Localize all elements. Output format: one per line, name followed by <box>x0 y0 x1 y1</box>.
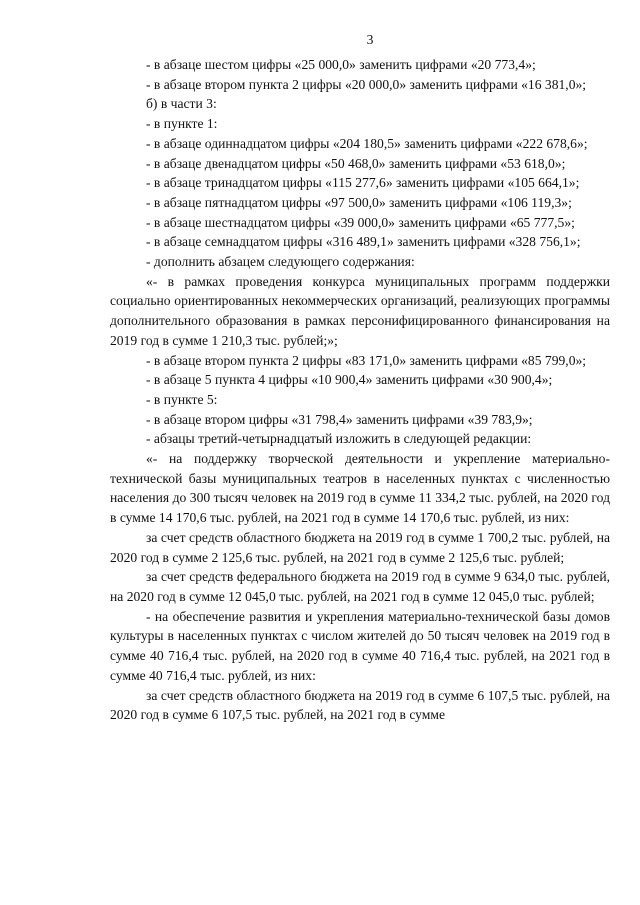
paragraph: - в абзаце втором пункта 2 цифры «83 171,0» заменить цифрами «85 799,0»; <box>146 352 587 368</box>
paragraph: за счет средств федерального бюджета на 2019 год в сумме 9 634,0 тыс. рублей, на 2020 год в сумме 12 045,0 тыс. рублей, на 2021 год в сумме 12 045,0 тыс. рублей; <box>110 569 610 604</box>
paragraph: - в абзаце двенадцатом цифры «50 468,0» заменить цифрами «53 618,0»; <box>146 155 566 171</box>
paragraph: «- на поддержку творческой деятельности и укрепление материально-технической базы муниципальных театров в населенных пунктах с численностью населения до 300 тысяч человек на 2019 год в сумме 11 334,2 тыс. рублей, на 2020 год в сумме 14 170,6 тыс. рублей, на 2021 год в сумме 14 170,6 тыс. рублей, из них: <box>110 451 610 526</box>
paragraph: - дополнить абзацем следующего содержания: <box>146 254 415 270</box>
paragraph: - в пункте 1: <box>146 116 218 132</box>
paragraph: б) в части 3: <box>146 96 217 112</box>
paragraph: «- в рамках проведения конкурса муниципальных программ поддержки социально ориентированных некоммерческих организаций, реализующих программы дополнительного образования в рамках персонифицированного финансирования на 2019 год в сумме 1 210,3 тыс. рублей;»; <box>110 273 610 348</box>
paragraph: - абзацы третий-четырнадцатый изложить в следующей редакции: <box>146 431 532 447</box>
paragraph: - в абзаце семнадцатом цифры «316 489,1» заменить цифрами «328 756,1»; <box>146 234 581 250</box>
paragraph: за счет средств областного бюджета на 2019 год в сумме 6 107,5 тыс. рублей, на 2020 год в сумме 6 107,5 тыс. рублей, на 2021 год в сумме <box>110 687 610 723</box>
paragraph: - в абзаце тринадцатом цифры «115 277,6» заменить цифрами «105 664,1»; <box>146 175 580 191</box>
paragraph: - в абзаце втором пункта 2 цифры «20 000,0» заменить цифрами «16 381,0»; <box>146 76 587 92</box>
paragraph: - в пункте 5: <box>146 391 218 407</box>
paragraph: - в абзаце шестнадцатом цифры «39 000,0» заменить цифрами «65 777,5»; <box>146 214 575 230</box>
paragraph: - в абзаце одиннадцатом цифры «204 180,5» заменить цифрами «222 678,6»; <box>146 135 588 151</box>
paragraph: - в абзаце втором цифры «31 798,4» заменить цифрами «39 783,9»; <box>146 411 533 427</box>
page-number: 3 <box>366 32 374 47</box>
paragraph: - в абзаце шестом цифры «25 000,0» заменить цифрами «20 773,4»; <box>146 57 536 72</box>
paragraph: за счет средств областного бюджета на 2019 год в сумме 1 700,2 тыс. рублей, на 2020 год в сумме 2 125,6 тыс. рублей, на 2021 год в сумме 2 125,6 тыс. рублей; <box>110 529 610 565</box>
paragraph: - в абзаце пятнадцатом цифры «97 500,0» заменить цифрами «106 119,3»; <box>146 194 572 210</box>
paragraph: - на обеспечение развития и укрепления материально-технической базы домов культуры в населенных пунктах с числом жителей до 50 тысяч человек на 2019 год в сумме 40 716,4 тыс. рублей, на 2020 год в сумме 40 716,4 тыс. рублей, на 2021 год в сумме 40 716,4 тыс. рублей, из них: <box>110 608 610 683</box>
paragraph: - в абзаце 5 пункта 4 цифры «10 900,4» заменить цифрами «30 900,4»; <box>146 372 553 388</box>
